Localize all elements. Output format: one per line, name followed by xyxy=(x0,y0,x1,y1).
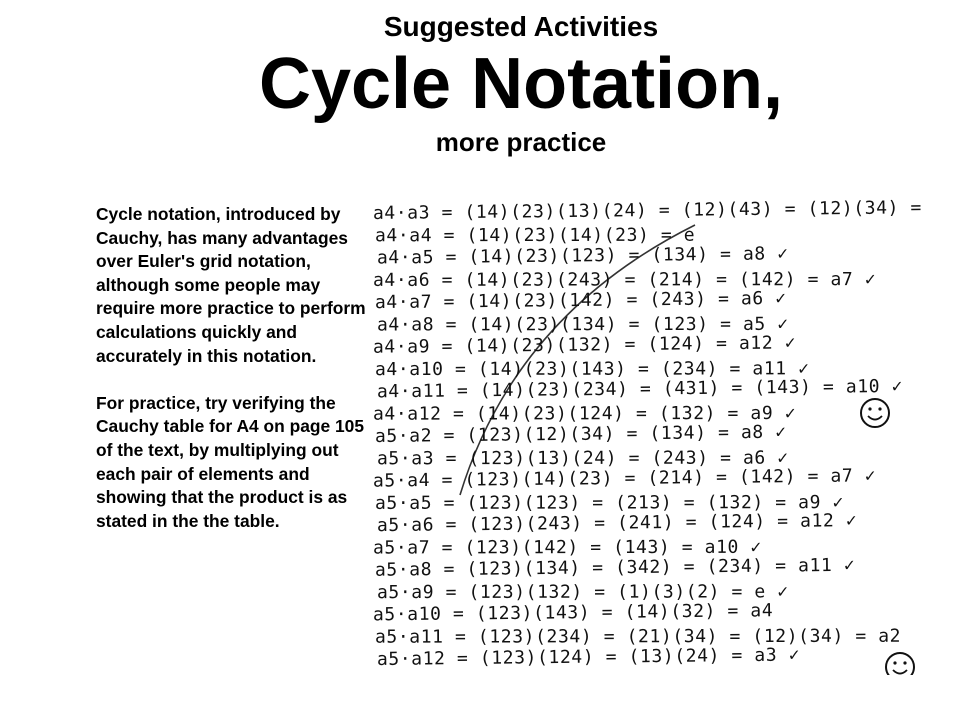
slide-kicker: Suggested Activities xyxy=(383,11,659,42)
handwritten-line: a5·a2 = (123)(12)(34) = (134) = a8 ✓ xyxy=(374,421,787,447)
handwritten-line: a4·a6 = (14)(23)(243) = (214) = (142) = a7 ✓ xyxy=(372,269,877,291)
slide-title: Cycle Notation, xyxy=(258,44,784,124)
handwritten-lines xyxy=(373,197,922,670)
handwritten-line: a4·a8 = (14)(23)(134) = (123) = a5 ✓ xyxy=(376,313,789,336)
handwritten-line: a4·a3 = (14)(23)(13)(24) = (12)(43) = (12)(34) = xyxy=(372,197,923,224)
handwritten-line: a4·a10 = (14)(23)(143) = (234) = a11 ✓ xyxy=(374,358,810,381)
handwritten-line: a5·a6 = (123)(243) = (241) = (124) = a12 ✓ xyxy=(376,510,858,537)
handwritten-line: a4·a7 = (14)(23)(142) = (243) = a6 ✓ xyxy=(374,287,787,314)
handwritten-line: a4·a12 = (14)(23)(124) = (132) = a9 ✓ xyxy=(372,402,797,425)
handwritten-line: a4·a5 = (14)(23)(123) = (134) = a8 ✓ xyxy=(376,243,789,269)
handwritten-line: a5·a5 = (123)(123) = (213) = (132) = a9 ✓ xyxy=(374,492,844,514)
handwritten-line: a5·a11 = (123)(234) = (21)(34) = (12)(34) = a2 xyxy=(374,625,902,648)
handwritten-line: a4·a11 = (14)(23)(234) = (431) = (143) = a10 ✓ xyxy=(376,375,904,403)
handwritten-line: a4·a9 = (14)(23)(132) = (124) = a12 ✓ xyxy=(372,332,797,358)
handwriting-svg xyxy=(365,185,960,675)
handwritten-line: a5·a3 = (123)(13)(24) = (243) = a6 ✓ xyxy=(376,447,789,470)
smiley-face-icon xyxy=(861,399,889,427)
slide-subtitle: more practice xyxy=(435,127,607,157)
handwritten-line: a5·a8 = (123)(134) = (342) = (234) = a11 ✓ xyxy=(374,554,856,581)
handwritten-line: a4·a4 = (14)(23)(14)(23) = e xyxy=(374,224,696,247)
body-paragraph-2: For practice, try verifying the Cauchy table for A4 on page 105 of the text, by multiplying out each pair of elements and showing that the product is as stated in the the table. xyxy=(96,392,365,531)
smiley-face-icon xyxy=(886,653,914,675)
handwritten-calculations-image xyxy=(365,185,960,675)
body-text xyxy=(96,203,371,533)
handwritten-line: a5·a4 = (123)(14)(23) = (214) = (142) = a7 ✓ xyxy=(372,465,877,492)
handwritten-line: a5·a10 = (123)(143) = (14)(32) = a4 xyxy=(372,600,774,626)
handwritten-line: a5·a9 = (123)(132) = (1)(3)(2) = e ✓ xyxy=(376,581,789,604)
body-paragraph-1: Cycle notation, introduced by Cauchy, has many advantages over Euler's grid notation, although some people may require more practice to perform calculations quickly and accurately in this notation. xyxy=(96,204,366,366)
handwritten-line: a5·a12 = (123)(124) = (13)(24) = a3 ✓ xyxy=(376,644,801,670)
handwritten-line: a5·a7 = (123)(142) = (143) = a10 ✓ xyxy=(372,536,762,559)
